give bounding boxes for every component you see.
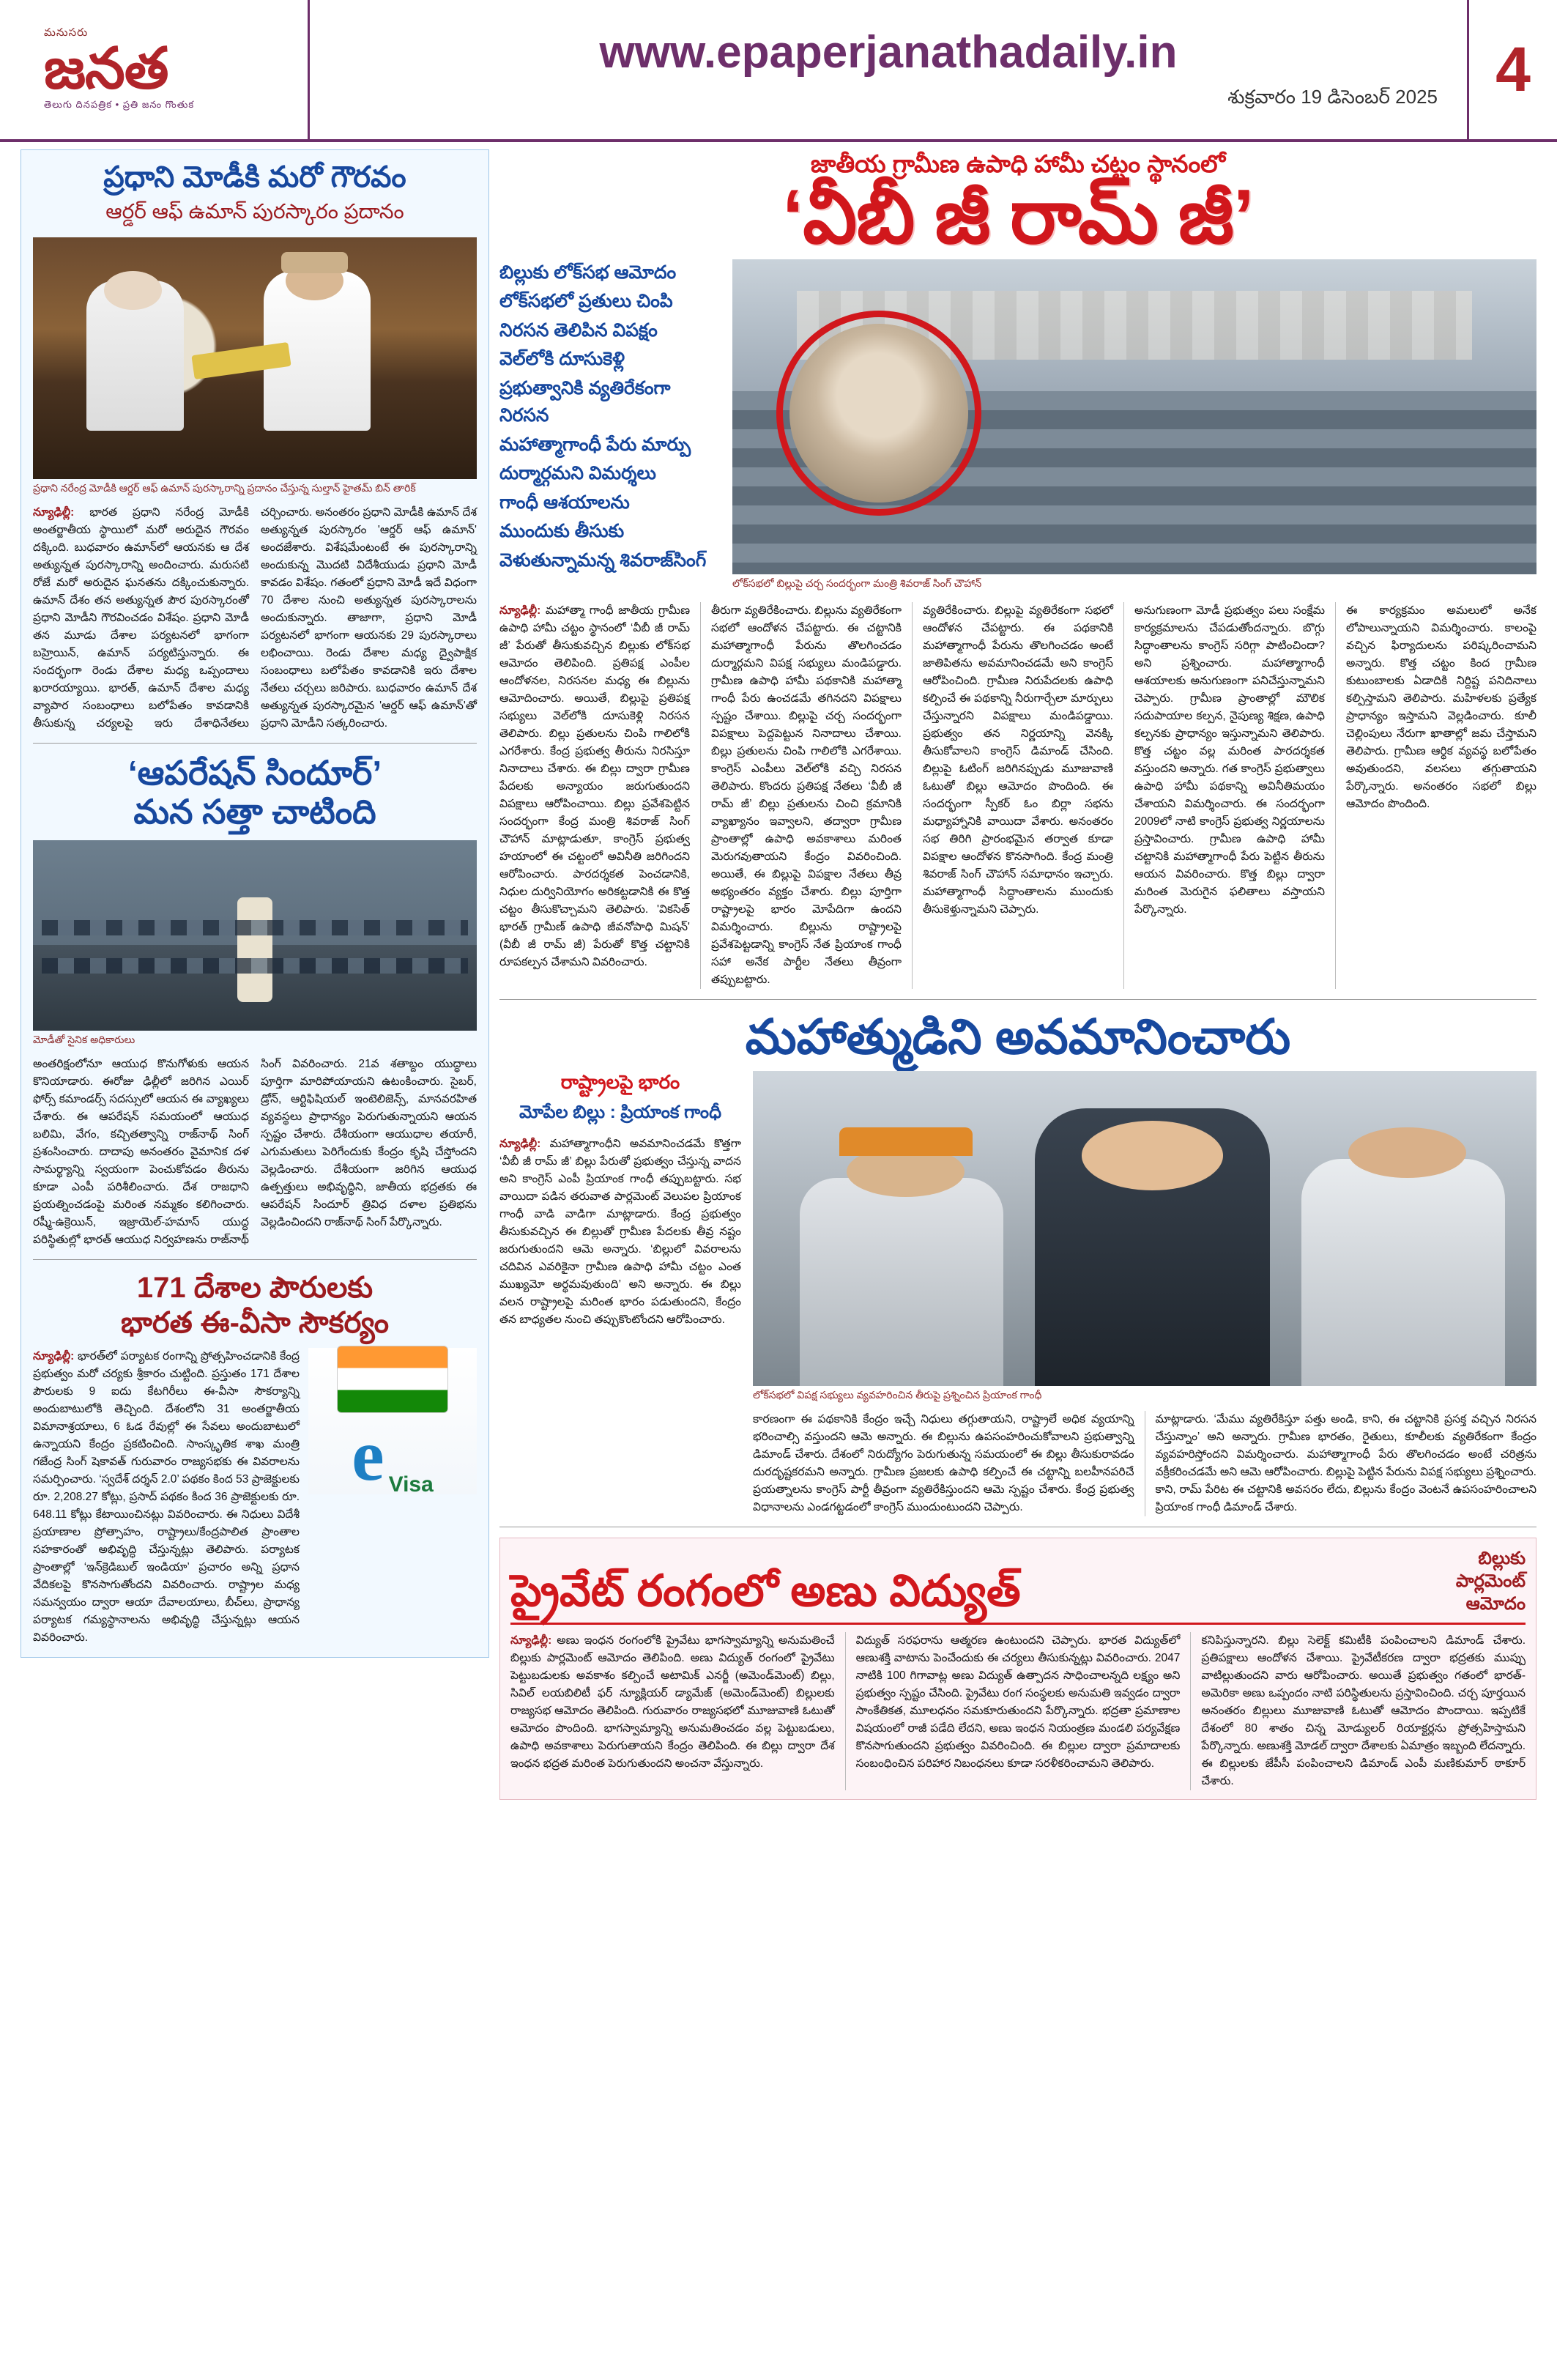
- nuclear-side-line3: ఆమోదం: [1465, 1594, 1526, 1614]
- edition-date: శుక్రవారం 19 డిసెంబర్ 2025: [1227, 86, 1438, 108]
- article-lead: [499, 149, 1536, 989]
- lead-bullet: గాంధీ ఆశయాలను: [499, 492, 630, 513]
- lead-bullet: మహాత్మాగాంధీ పేరు మార్పు: [499, 434, 691, 455]
- page-number: [1469, 0, 1557, 139]
- evisa-word: Visa: [388, 1472, 434, 1497]
- article-mahatma: [499, 1010, 1536, 1516]
- mahatma-body-col-1: న్యూఢిల్లీ: మహాత్మాగాంధీని అవమానించడమే కొత్తగా ‘వీబీ జీ రామ్ జీ’ బిల్లు పేరుతో ప్రభుత్వం చేస్తున్న వాదన అని కాంగ్రెస్ ఎంపీ ప్రియాంక గాంధీ తప్పుబట్టారు. సభ వాయిదా పడిన తరువాత పార్లమెంట్ వెలుపల ప్రియాంక గాంధీ వాడి వాడిగా మాట్లాడారు. కేంద్ర ప్రభుత్వం తీసుకువచ్చిన ఈ బిల్లుతో గ్రామీణ పేదలకు తీవ్ర నష్టం జరుగుతుందని ఆమె అన్నారు. ‘బిల్లులో వివరాలను చదివిన ఎవరికైనా గ్రామీణ ఉపాధి హామీ చట్టం ఎంత ముఖ్యమో అర్థమవుతుంది’ అని అన్నారు. ఈ బిల్లు వలన రాష్ట్రాలపై మరింత భారం పడుతుందని, కేంద్రం తన బాధ్యతల నుంచి తప్పుకొంటోందని ఆరోపించారు.: [499, 1137, 741, 1326]
- page-content: [0, 142, 1557, 1822]
- modi-oman-sultan-photo: [33, 237, 477, 479]
- mahatma-photo-caption: లోక్‌సభలో విపక్ష సభ్యులు వ్యవహరించిన తీరుపై ప్రశ్నించిన ప్రియాంక గాంధీ: [753, 1388, 1042, 1401]
- nuclear-body-col-1: న్యూఢిల్లీ: అణు ఇంధన రంగంలోకి ప్రైవేటు భాగస్వామ్యాన్ని అనుమతించే బిల్లుకు పార్లమెంట్ ఆమోదం తెలిపింది. అణు విద్యుత్ రంగంలో ప్రైవేటు పెట్టుబడులకు అవకాశం కల్పించే అటామిక్ ఎనర్జీ (అమెండ్‌మెంట్) బిల్లు, సివిల్ లయబిలిటీ ఫర్ న్యూక్లియర్ డ్యామేజ్ (అమెండ్‌మెంట్) బిల్లులకు రాజ్యసభ ఆమోదం తెలిపింది. గురువారం రాజ్యసభలో మూజువాణి ఓటుతో ఆమోదం పొందింది. భాగస్వామ్యాన్ని అనుమతించడం వల్ల పెట్టుబడులు, ఉపాధి అవకాశాలు పెరుగుతాయని కేంద్రం తెలిపింది. ఈ బిల్లు ద్వారా దేశ ఇంధన భద్రత మరింత పెరుగుతుందని అంచనా వేస్తున్నారు.: [510, 1634, 835, 1771]
- mahatma-subhead-red: రాష్ట్రాలపై భారం: [560, 1070, 680, 1093]
- nuclear-body-col-3: కనిపిస్తున్నారని. బిల్లు సెలెక్ట్ కమిటీకి పంపించాలని డిమాండ్ చేశారు. ప్రతిపక్షాలు ఆందోళన చేశాయి. ప్రైవేటీకరణ ద్వారా భద్రతకు ముప్పు వాటిల్లుతుందని వారు ఆరోపించారు. అయితే ప్రభుత్వం గతంలో భారత్-అమెరికా అణు ఒప్పందం నాటి పరిస్థితులను ప్రస్తావించింది. చర్చ పూర్తయిన అనంతరం బిల్లులు మూజువాణి ఓటుతో ఆమోదం పొందాయి. ఇప్పటికే దేశంలో 80 శాతం చిన్న మోడ్యులర్ రియాక్టర్లను ప్రోత్సహిస్తామని పేర్కొన్నారు. అణుశక్తి మోడల్ ద్వారా దేశాలకు ఏమాత్రం ఇబ్బంది లేదన్నారు. ఈ బిల్లులకు జేపీసీ పంపించాలని డిమాండ్ ఎంపీ మణికుమార్ ఠాకూర్ చేశారు.: [1190, 1632, 1526, 1790]
- sindoor-headline-line2: మన సత్తా చాటింది: [133, 793, 376, 831]
- article-evisa: [33, 1270, 477, 1647]
- newspaper-logo: [0, 0, 308, 139]
- logo-title: జనత: [44, 36, 168, 100]
- lead-body-col-5: ఈ కార్యక్రమం అమలులో అనేక లోపాలున్నాయని విమర్శించారు. కాలంపై వచ్చిన ఫిర్యాదులను పరిష్కరించామని అన్నారు. కొత్త చట్టం కింద గ్రామీణ కుటుంబాలకు ఏడాదికి నిర్దిష్ట పనిదినాలు కల్పిస్తామని తెలిపారు. మహిళలకు ప్రత్యేక ప్రాధాన్యం ఇస్తామని వెల్లడించారు. కూలీ చెల్లింపులు నేరుగా ఖాతాల్లో జమ చేస్తామని తెలిపారు. గ్రామీణ ఆర్థిక వ్యవస్థ బలోపేతం అవుతుందని, వలసలు తగ్గుతాయని పేర్కొన్నారు. అనంతరం సభలో బిల్లు ఆమోదం పొందింది.: [1335, 602, 1536, 989]
- lead-photo-caption: లోక్‌సభలో బిల్లుపై చర్చ సందర్భంగా మంత్రి శివరాజ్ సింగ్ చౌహాన్: [732, 577, 982, 589]
- nuclear-side-line2: పార్లమెంట్: [1455, 1571, 1526, 1591]
- logo-mini-text: మనుసరు: [44, 26, 89, 39]
- masthead: [0, 0, 1557, 142]
- website-url[interactable]: www.epaperjanathadaily.in: [599, 27, 1178, 78]
- priyanka-gandhi-lok-sabha-photo: [753, 1071, 1536, 1386]
- pm-award-body: న్యూఢిల్లీ: భారత ప్రధాని నరేంద్ర మోడీకి అంతర్జాతీయ స్థాయిలో మరో అరుదైన గౌరవం దక్కింది. బుధవారం ఉమాన్‌లో ఆయనకు ఆ దేశ అత్యున్నత పురస్కారాన్ని అందించారు. మరుసటి రోజే మరో అరుదైన ఘనతను దక్కించుకున్నారు. ఉమాన్ దేశం తన అత్యున్నత పౌర పురస్కారంతో ప్రధాని మోడీని గౌరవించడం విశేషం. ప్రధాని మోడీ తన మూడు దేశాల పర్యటనలో భాగంగా బహ్రెయిన్, ఉమాన్ పర్యటిస్తున్నారు. ఈ సందర్భంగా రెండు దేశాల మధ్య ఒప్పందాలు ఖరారయ్యాయి. భారత్, ఉమాన్ దేశాల మధ్య వ్యాపార సంబంధాలు బలోపేతం కావడానికి తీసుకున్న చర్యలపై ఇరు దేశాధినేతలు చర్చించారు. అనంతరం ప్రధాని మోడీకి ఉమాన్ దేశ అత్యున్నత పురస్కారం 'ఆర్డర్ ఆఫ్ ఉమాన్' అందజేశారు. విశేషమేంటంటే ఈ పురస్కారాన్ని అందుకున్న మొదటి విదేశీయుడు ప్రధాని మోడీ కావడం విశేషం. గతంలో ప్రధాని మోడీ ఇదే విధంగా 70 దేశాల నుంచి అత్యున్నత పురస్కారాలను అందుకున్నారు. తాజాగా, ప్రధాని మోడీ పర్యటనలో భాగంగా ఆయనకు 29 పురస్కారాలు లభించాయి. రెండు దేశాల మధ్య ద్వైపాక్షిక సంబంధాలు బలోపేతం కావడానికి ఇరు దేశాల నేతలు చర్చలు జరిపారు. బుధవారం ఉమాన్ దేశ అత్యున్నత పురస్కారమైన 'ఆర్డర్ ఆఫ్ ఉమాన్'తో ప్రధాని మోడీని సత్కరించారు.: [33, 506, 477, 730]
- left-column: [21, 149, 489, 1800]
- left-column-box: [21, 149, 489, 1658]
- mahatma-subhead-blue: మోపేల బిల్లు : ప్రియాంక గాంధీ: [519, 1102, 722, 1122]
- red-circle-highlight: [776, 311, 981, 516]
- evisa-headline-line2: భారత ఈ-వీసా సౌకర్యం: [120, 1307, 390, 1340]
- lead-bullet: నిరసన తెలిపిన విపక్షం: [499, 319, 658, 341]
- article-nuclear: [499, 1538, 1536, 1801]
- lead-kicker: జాతీయ గ్రామీణ ఉపాధి హామీ చట్టం స్థానంలో: [810, 150, 1226, 177]
- page-number-value: 4: [1495, 34, 1531, 105]
- india-flag-swatch: [337, 1346, 448, 1413]
- lead-bullet: దుర్మార్గమని విమర్శలు: [499, 463, 656, 484]
- lead-bullet: వెళుతున్నామన్న శివరాజ్‌సింగ్: [499, 549, 707, 571]
- lead-body-col-2: తీరుగా వ్యతిరేకించారు. బిల్లును వ్యతిరేకంగా సభలో ఆందోళన చేపట్టారు. ఈ చట్టానికి మహాత్మాగాంధీ పేరును తొలగించడం దుర్మార్గమని విపక్ష సభ్యులు మండిపడ్డారు. గ్రామీణ ఉపాధి హామీ పథకానికి మహాత్మా గాంధీ పేరు ఉంచడమే తగినదని విపక్షాలు స్పష్టం చేశాయి. బిల్లుపై చర్చ సందర్భంగా విపక్షాలు పెద్దపెట్టున నినాదాలు చేశాయి. బిల్లు ప్రతులను చింపి గాలిలోకి ఎగరేశాయి. కాంగ్రెస్ ఎంపీలు వెల్‌లోకి వచ్చి నిరసన తెలిపారు. కొందరు ప్రతిపక్ష నేతలు ‘వీబీ జీ రామ్ జీ’ బిల్లు ప్రతులను చించి క్రమానికి వ్యాఖ్యానం ఇవ్వాలని, తద్వారా గ్రామీణ ప్రాంతాల్లో ఉపాధి అవకాశాలు మరింత మెరుగవుతాయని కేంద్రం వివరించింది. అయితే, ఈ బిల్లుపై విపక్షాల నేతలు తీవ్ర అభ్యంతరం వ్యక్తం చేశారు. బిల్లు పూర్తిగా రాష్ట్రాలపై భారం మోపేదిగా ఉందని విమర్శించారు. బిల్లును రాష్ట్రాలపై ప్రవేశపెట్టడాన్ని కాంగ్రెస్ నేత ప్రియాంక గాంధీ సహా అనేక పార్టీల నేతలు తీవ్రంగా తప్పుబట్టారు.: [700, 602, 902, 989]
- air-force-group-photo: [33, 840, 477, 1031]
- evisa-body: న్యూఢిల్లీ: భారత్‌లో పర్యాటక రంగాన్ని ప్రోత్సహించడానికి కేంద్ర ప్రభుత్వం మరో చర్యకు శ్రీకారం చుట్టింది. ప్రస్తుతం 171 దేశాల పౌరులకు 9 ఐదు కేటగిరీలు ఈ-వీసా సౌకర్యాన్ని అందుబాటులోకి తెచ్చింది. దేశంలోని 31 అంతర్జాతీయ విమానాశ్రయాలు, 6 ఓడ రేవుల్లో ఈ సేవలు అందుబాటులో ఉన్నాయని కేంద్రం ప్రకటించింది. సాంస్కృతిక శాఖ మంత్రి గజేంద్ర సింగ్ షెకావత్ గురువారం రాజ్యసభకు ఈ వివరాలను సమర్పించారు. ‘స్వదేశ్ దర్శన్ 2.0’ పథకం కింద 53 ప్రాజెక్టులకు రూ. 2,208.27 కోట్లు, ప్రసాద్ పథకం కింద 36 ప్రాజెక్టులకు రూ. 648.11 కోట్లు కేటాయించినట్లు వివరించారు. ఈ నిధులు విదేశీ ప్రయాణాల ప్రోత్సాహం, రాష్ట్రాలు/కేంద్రపాలిత ప్రాంతాల సహకారంతో అభివృద్ధి చేస్తున్నట్లు తెలిపారు. పర్యాటక ప్రాంతాల్లో ‘ఇన్‌క్రెడిబుల్ ఇండియా’ ప్రచారం అన్ని ప్రధాన వేదికలపై కొనసాగుతోందని వివరించారు. రాష్ట్రాల మధ్య సమన్వయం ద్వారా ఆయా దేవాలయాలు, బీచ్‌లు, ప్రాధాన్య పర్యాటక గమ్యస్థానాలను అభివృద్ధి చేస్తున్నట్లు ఆయన వివరించారు.: [33, 1350, 300, 1645]
- lead-bullet-list: [499, 259, 719, 575]
- lok-sabha-session-photo: [732, 259, 1536, 574]
- evisa-letter-e: e: [352, 1414, 384, 1496]
- lead-bullet: లోక్‌సభలో ప్రతులు చింపి: [499, 291, 673, 312]
- pm-award-photo-caption: ప్రధాని నరేంద్ర మోడీకి ఆర్డర్ ఆఫ్ ఉమాన్ పురస్కారాన్ని ప్రదానం చేస్తున్న సుల్తాన్ హైతమ్ బిన్ తారిక్: [33, 482, 416, 494]
- lead-title: ‘వీబీ జీ రామ్ జీ’: [782, 174, 1254, 259]
- lead-bullet: ముందుకు తీసుకు: [499, 521, 625, 542]
- article-pm-award: [33, 160, 477, 733]
- pm-award-headline: ప్రధాని మోడీకి మరో గౌరవం: [103, 161, 406, 193]
- masthead-center: [308, 0, 1469, 139]
- nuclear-body-col-2: విద్యుత్ సరఫరాను ఆత్మరణ ఉంటుందని చెప్పారు. భారత విద్యుత్‌లో ఆణుశక్తి వాటాను పెంచేందుకు ఈ చర్యలు తీసుకున్నట్లు వివరించారు. 2047 నాటికి 100 గిగావాట్ల అణు విద్యుత్ ఉత్పాదన సాధించాలన్నది లక్ష్యం అని ప్రభుత్వం స్పష్టం చేసింది. ప్రైవేటు రంగ సంస్థలకు అనుమతి ఇవ్వడం ద్వారా సాంకేతికత, మూలధనం సమకూరుతుందని పేర్కొన్నారు. భద్రతా ప్రమాణాల విషయంలో రాజీ పడేది లేదని, అణు ఇంధన నియంత్రణ మండలి పర్యవేక్షణ కొనసాగుతుందని ప్రభుత్వం వివరించింది. ఈ బిల్లుల ద్వారా ప్రమాదాలకు సంబంధించిన పరిహార నిబంధనలు కూడా సరళీకరించామని తెలిపారు.: [845, 1632, 1181, 1790]
- e-visa-logo: [308, 1348, 477, 1497]
- sindoor-photo-caption: మోడీతో సైనిక అధికారులు: [33, 1033, 135, 1045]
- mahatma-body-col-2: కారణంగా ఈ పథకానికి కేంద్రం ఇచ్చే నిధులు తగ్గుతాయని, రాష్ట్రాలే అధిక వ్యయాన్ని భరించాల్సి వస్తుందని ఆమె అన్నారు. ఈ బిల్లును ఉపసంహరించుకోవాలని ప్రభుత్వాన్ని డిమాండ్ చేశారు. దేశంలో నిరుద్యోగం పెరుగుతున్న సమయంలో ఈ బిల్లు తీసుకురావడం దురదృష్టకరమని అన్నారు. గ్రామీణ ప్రజలకు ఉపాధి కల్పించే ఈ చట్టాన్ని బలహీనపరిచే ప్రయత్నాలను కాంగ్రెస్ పార్టీ తీవ్రంగా వ్యతిరేకిస్తుందని ఆమె స్పష్టం చేశారు. కేంద్ర ప్రభుత్వ విధానాలను ఎండగట్టడంలో కాంగ్రెస్ ముందుంటుందని చెప్పారు.: [753, 1412, 1134, 1513]
- lead-body-col-1: న్యూఢిల్లీ: మహాత్మా గాంధీ జాతీయ గ్రామీణ ఉపాధి హామీ చట్టం స్థానంలో ‘వీబీ జీ రామ్ జీ’ పేరుతో తీసుకువచ్చిన బిల్లుకు లోక్‌సభ ఆమోదం తెలిపింది. ప్రతిపక్ష ఎంపీల ఆందోళనల, నిరసనల మధ్య ఈ బిల్లును ఆమోదించారు. అయితే, బిల్లుపై ప్రతిపక్ష సభ్యులు వెల్‌లోకి దూసుకెళ్లి నిరసన తెలిపారు. బిల్లు ప్రతులను చింపి గాలిలోకి ఎగరేశారు. కేంద్ర ప్రభుత్వ తీరును నిరసిస్తూ నినాదాలు చేశారు. ఈ బిల్లు ద్వారా గ్రామీణ పేదలకు అన్యాయం జరుగుతుందని విపక్షాలు ఆరోపించాయి. బిల్లు ప్రవేశపెట్టిన సందర్భంగా కేంద్ర మంత్రి శివరాజ్ సింగ్ చౌహాన్ మాట్లాడుతూ, కాంగ్రెస్ ప్రభుత్వ హయాంలో ఈ చట్టంలో అవినీతి జరిగిందని ఆరోపించారు. పారదర్శకత పెంచడానికి, నిధుల దుర్వినియోగం అరికట్టడానికి ఈ కొత్త చట్టం తీసుకొచ్చామని తెలిపారు. 'వికసిత్ భారత్ గ్రామీణ్ ఉపాధి జీవనోపాధి మిషన్' (వీబీ జీ రామ్ జీ) పేరుతో కొత్త చట్టానికి రూపకల్పన చేశామని వివరించారు.: [499, 604, 690, 968]
- lead-bullet: వెల్‌లోకి దూసుకెళ్లి: [499, 349, 625, 370]
- right-side: [499, 149, 1536, 1800]
- pm-award-subhead: ఆర్డర్ ఆఫ్ ఉమాన్ పురస్కారం ప్రదానం: [105, 200, 404, 223]
- sindoor-headline-line1: ‘ఆపరేషన్ సిందూర్’: [127, 754, 382, 793]
- evisa-headline-line1: 171 దేశాల పౌరులకు: [136, 1272, 374, 1305]
- logo-subtitle: తెలుగు దినపత్రిక • ప్రతి జనం గొంతుక: [44, 99, 195, 111]
- lead-body-col-4: అనుగుణంగా మోడీ ప్రభుత్వం పలు సంక్షేమ కార్యక్రమాలను చేపడుతోందన్నారు. బొగ్గు సిద్ధాంతాలను కాంగ్రెస్ సరిగ్గా పాటించిందా? అని ప్రశ్నించారు. మహాత్మాగాంధీ ఆశయాలకు అనుగుణంగా పనిచేస్తున్నామని చెప్పారు. గ్రామీణ ప్రాంతాల్లో మౌలిక సదుపాయాల కల్పన, నైపుణ్య శిక్షణ, ఉపాధి కల్పనకు ప్రాధాన్యం ఇస్తున్నామని తెలిపారు. కొత్త చట్టం వల్ల మరింత పారదర్శకత వస్తుందని అన్నారు. గత కాంగ్రెస్ ప్రభుత్వాలు ఉపాధి హామీ పథకాన్ని అవినీతిమయం చేశాయని విమర్శించారు. ఈ సందర్భంగా 2009లో నాటి కాంగ్రెస్ ప్రభుత్వ నిర్ణయాలను ప్రస్తావించారు. గ్రామీణ ఉపాధి హామీ చట్టానికి మహాత్మాగాంధీ పేరు పెట్టిన తీరును ఆయన వివరించారు. కొత్త బిల్లు ద్వారా మరింత మెరుగైన ఫలితాలు వస్తాయని పేర్కొన్నారు.: [1123, 602, 1325, 989]
- lead-bullet: ప్రభుత్వానికి వ్యతిరేకంగా నిరసన: [499, 377, 671, 426]
- lead-bullet: బిల్లుకు లోక్‌సభ ఆమోదం: [499, 262, 677, 283]
- lead-body-col-3: వ్యతిరేకించారు. బిల్లుపై వ్యతిరేకంగా సభలో ఆందోళన చేపట్టారు. ఈ పథకానికి మహాత్మాగాంధీ పేరును తొలగించడం అంటే జాతిపితను అవమానించడమే అని కాంగ్రెస్ ఆరోపించింది. గ్రామీణ నిరుపేదలకు ఉపాధి కల్పించే ఈ పథకాన్ని నీరుగార్చేలా మార్పులు చేస్తున్నారని విపక్షాలు మండిపడ్డాయి. ప్రభుత్వం తన నిర్ణయాన్ని వెనక్కి తీసుకోవాలని కాంగ్రెస్ డిమాండ్ చేసింది. బిల్లుపై ఓటింగ్ జరిగినప్పుడు మూజువాణి ఓటుతో బిల్లు ఆమోదం పొందింది. ఈ సందర్భంగా స్పీకర్ ఓం బిర్లా సభను మధ్యాహ్నానికి వాయిదా వేశారు. అనంతరం సభ తిరిగి ప్రారంభమైన తర్వాత కూడా విపక్షాల ఆందోళన కొనసాగింది. కేంద్ర మంత్రి శివరాజ్ సింగ్ చౌహాన్ సమాధానం ఇచ్చారు. మహాత్మాగాంధీ సిద్ధాంతాలను ముందుకు తీసుకెళ్తున్నామని చెప్పారు.: [912, 602, 1113, 989]
- sindoor-body: అంతరిక్షంలోనూ ఆయుధ కొనుగోళుకు ఆయన కొనియాడారు. ఈరోజు ఢిల్లీలో జరిగిన ఎయిర్ ఫోర్స్ కమాండర్స్ సదస్సులో ఆయన ఈ వ్యాఖ్యలు చేశారు. ఈ ఆపరేషన్ సమయంలో ఆయుధ బలిమి, వేగం, కచ్చితత్వాన్ని రాజ్‌నాథ్ సింగ్ ప్రశంసించారు. దాదాపు అనంతరం వైమానిక దళ సామర్థ్యాన్ని స్వయంగా పెంచుకోవడం తీరును కూడా ఎంపీ పరిశీలించారు. దేశ రాజధాని ప్రయత్నించడంపై మరింత నమ్మకం కలిగించారు. రష్మీ-ఉక్రెయిన్, ఇజ్రాయెల్-హమాస్ యుద్ధ పరిస్థితుల్లో భారత్ ఆయుధ నిర్వహణను రాజ్‌నాథ్ సింగ్ వివరించారు. 21వ శతాబ్దం యుద్ధాలు పూర్తిగా మారిపోయాయని ఉటంకించారు. సైబర్, డ్రోన్, ఆర్టిఫిషియల్ ఇంటెలిజెన్స్, మానవరహిత వ్యవస్థలు ప్రాధాన్యం పెరుగుతున్నాయని ఆయన స్పష్టం చేశారు. దేశీయంగా ఆయుధాల తయారీ, ఎగుమతులు పెరిగేందుకు కేంద్రం కృషి చేస్తోందని వెల్లడించారు. దేశీయంగా జరిగిన ఆయుధ ఉత్పత్తులు అభివృద్ధిని, జాతీయ భద్రతకు ఈ ఆపరేషన్ సిందూర్ త్రివిధ దళాల ప్రతిభను వెల్లడించిందని రాజ్‌నాథ్ సింగ్ పేర్కొన్నారు.: [33, 1057, 477, 1247]
- nuclear-headline: ప్రైవేట్ రంగంలో అణు విద్యుత్: [510, 1566, 1021, 1616]
- mahatma-headline: మహాత్ముడిని అవమానించారు: [745, 1009, 1291, 1064]
- nuclear-side-line1: బిల్లుకు: [1478, 1548, 1526, 1568]
- article-operation-sindoor: [33, 754, 477, 1249]
- mahatma-body-col-3: మాట్లాడారు. ‘మేము వ్యతిరేకిస్తూ పత్తు అండి, కాని, ఈ చట్టానికి ప్రసక్త వచ్చిన నిరసన చేస్తున్నాం’ అని అన్నారు. గ్రామీణ భారతం, రైతులు, కూలీలకు వ్యతిరేకంగా కేంద్రం వ్యవహరిస్తోందని విమర్శించారు. మహాత్మాగాంధీ పేరు తొలగించడం అంటే చరిత్రను వక్రీకరించడమే అని ఆమె ఆరోపించారు. బిల్లుపై పెట్టిన పేరును విపక్ష సభ్యులు ప్రశ్నించారు. కాని, రామ్ పేరిట ఈ చట్టానికి అవసరం లేదు, బిల్లును కేంద్రం వెంటనే ఉపసంహరించాలని ప్రియాంక గాంధీ డిమాండ్ చేశారు.: [1145, 1411, 1537, 1516]
